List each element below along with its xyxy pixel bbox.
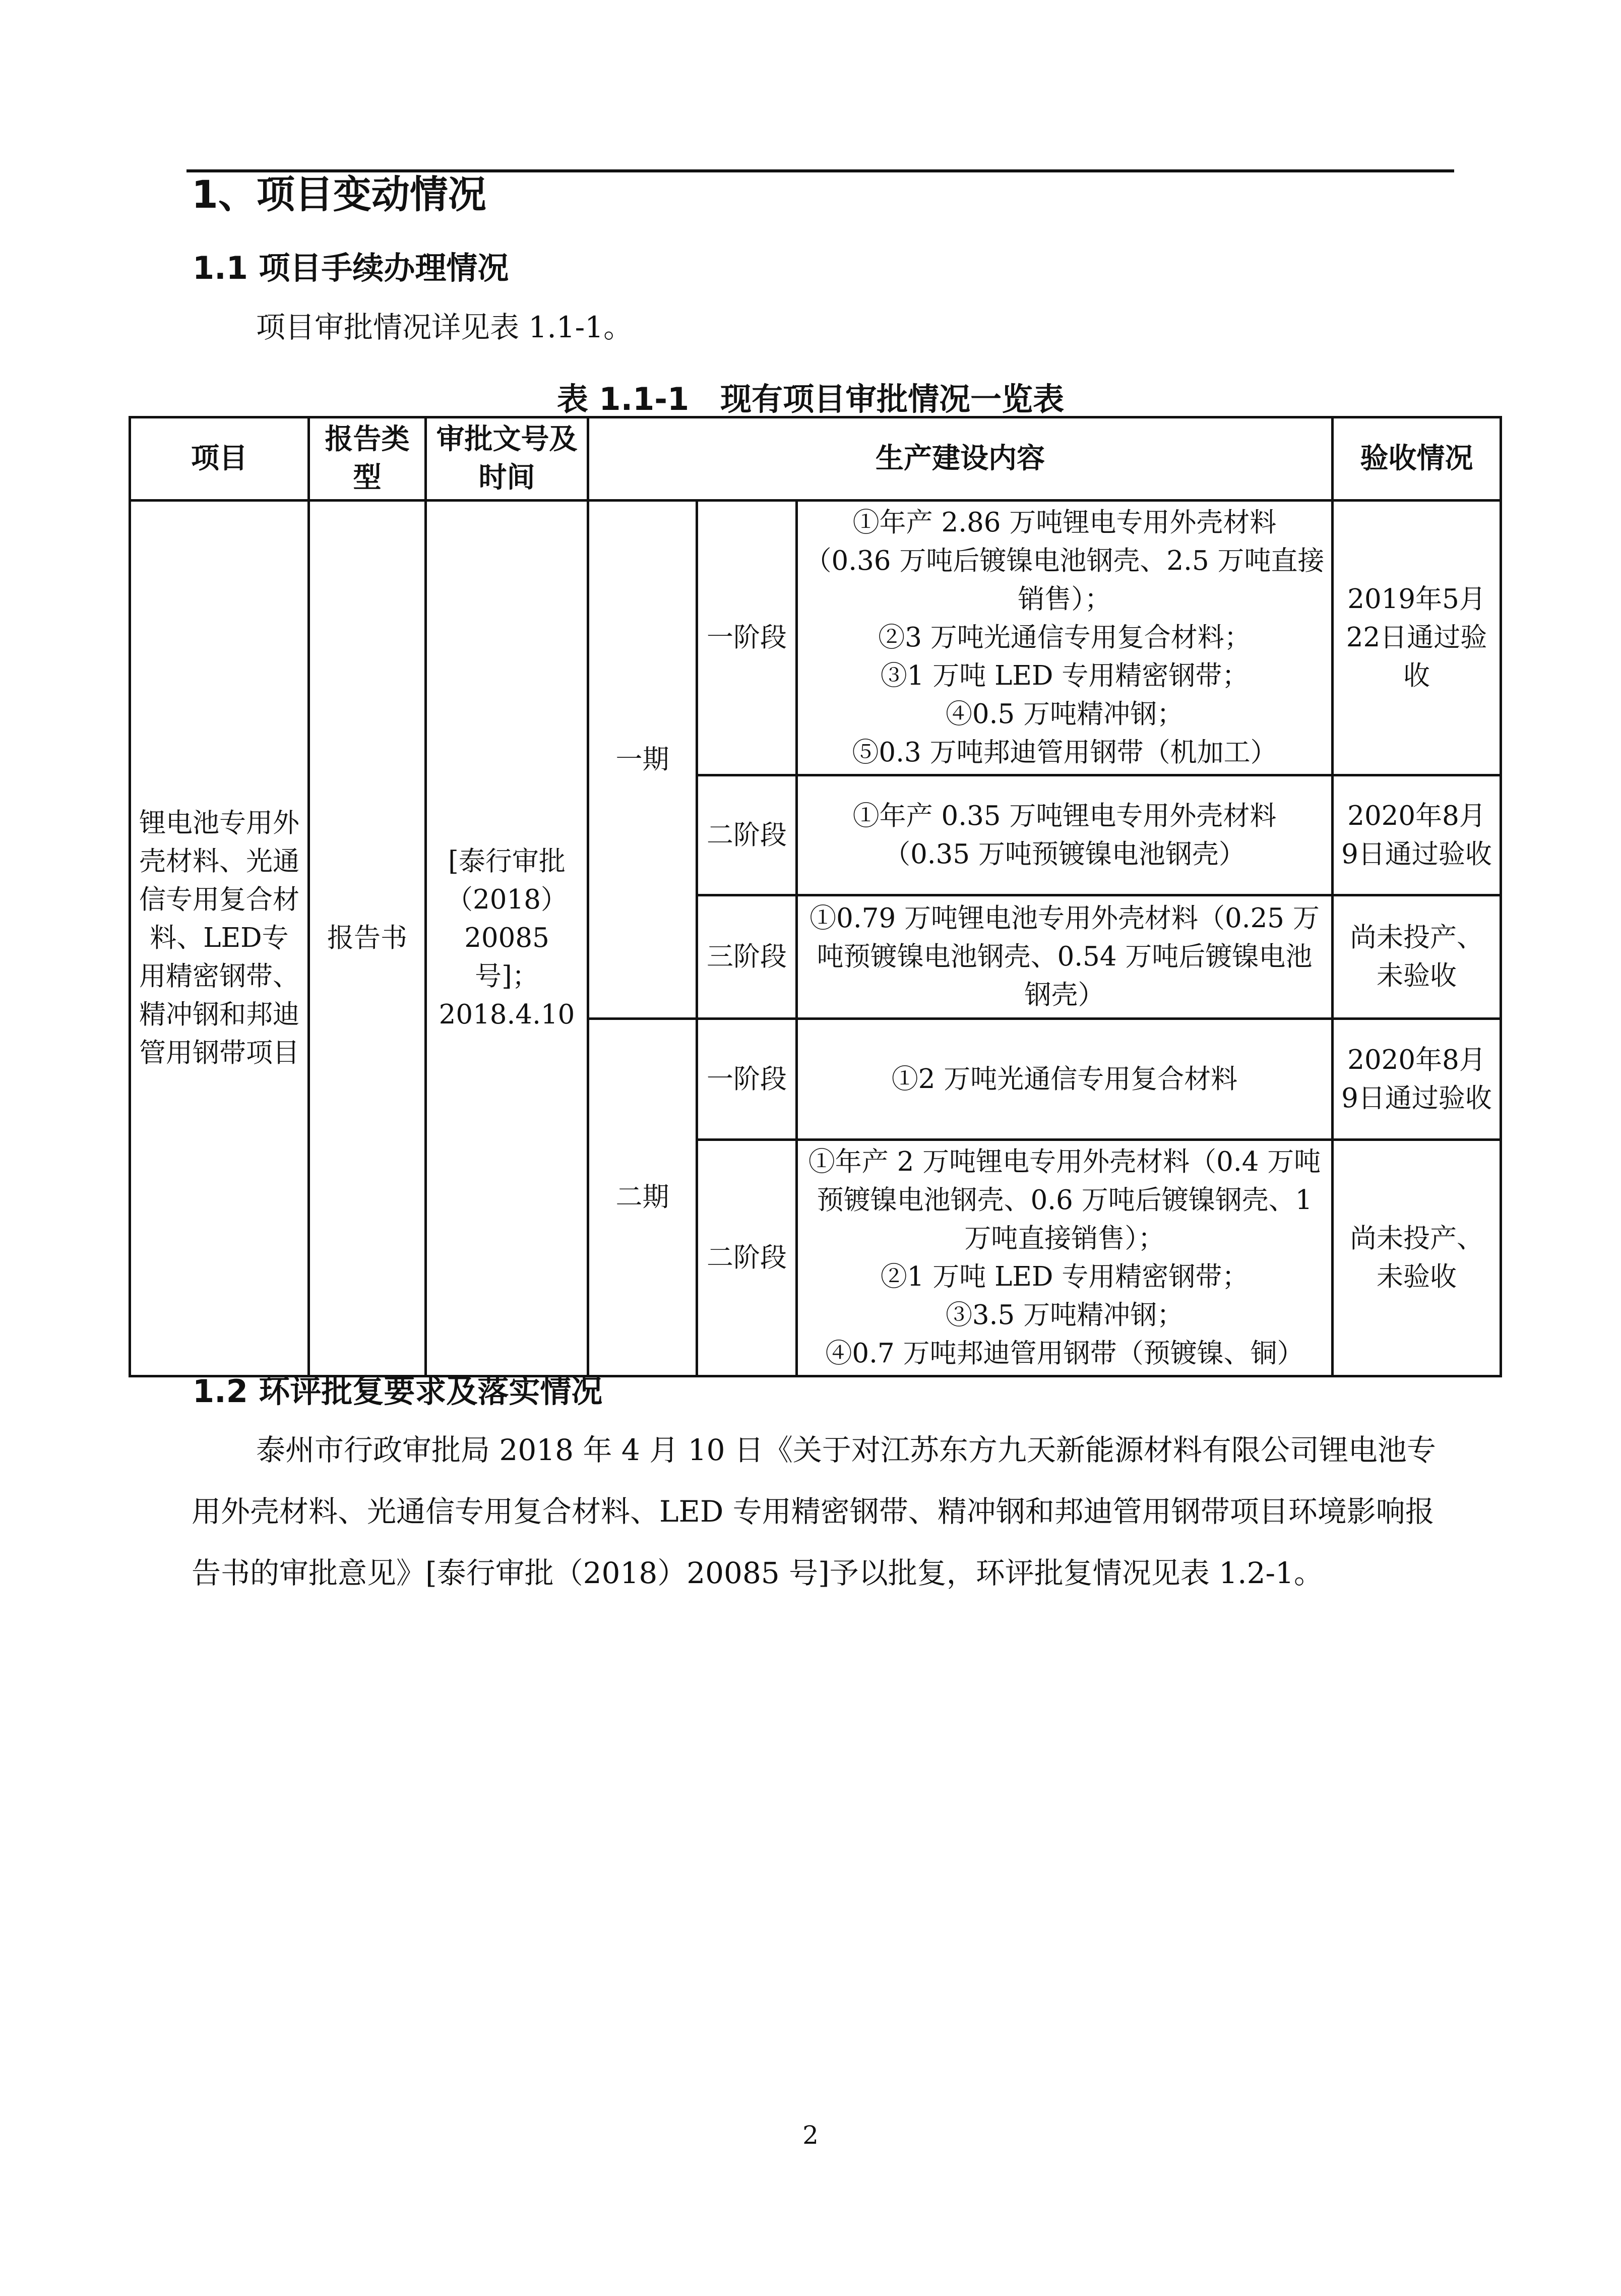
content-line: ④0.5 万吨精冲钢； <box>945 699 1184 730</box>
stage-cell: 一阶段 <box>697 1019 797 1140</box>
content-line: ⑤0.3 万吨邦迪管用钢带（机加工） <box>852 737 1277 768</box>
acceptance-cell: 2019年5月22日通过验收 <box>1333 501 1501 775</box>
content-cell <box>797 895 1333 1019</box>
content-line: ①年产 2 万吨锂电专用外壳材料（0.4 万吨预镀镍电池钢壳、0.6 万吨后镀镍钢壳、1 万吨直接销售）； <box>808 1146 1321 1254</box>
stage-cell: 二阶段 <box>697 775 797 895</box>
header-project: 项目 <box>130 417 309 501</box>
intro-text: 项目审批情况详见表 1.1-1。 <box>256 310 633 344</box>
content-line: ④0.7 万吨邦迪管用钢带（预镀镍、铜） <box>825 1338 1304 1369</box>
acceptance-cell: 尚未投产、未验收 <box>1333 1140 1501 1376</box>
acceptance-cell: 2020年8月9日通过验收 <box>1333 1019 1501 1140</box>
content-line: ①2 万吨光通信专用复合材料 <box>891 1063 1238 1095</box>
acceptance-cell: 尚未投产、未验收 <box>1333 895 1501 1019</box>
phase-2-cell: 二期 <box>588 1019 697 1376</box>
content-cell <box>797 1140 1333 1376</box>
content-line: ①年产 2.86 万吨锂电专用外壳材料 <box>852 507 1277 538</box>
content-cell <box>797 1019 1333 1140</box>
acceptance-cell: 2020年8月9日通过验收 <box>1333 775 1501 895</box>
section-heading: 1、项目变动情况 <box>192 172 486 217</box>
phase-1-cell: 一期 <box>588 501 697 1019</box>
stage-cell: 一阶段 <box>697 501 797 775</box>
content-line: ①0.79 万吨锂电池专用外壳材料（0.25 万吨预镀镍电池钢壳、0.54 万吨后镀镍电池钢壳） <box>809 903 1320 1010</box>
header-approval-no-time: 审批文号及时间 <box>426 417 588 501</box>
subsection-heading-1-2: 1.2 环评批复要求及落实情况 <box>193 1373 603 1410</box>
table-header-row <box>130 417 1501 501</box>
stage-cell: 三阶段 <box>697 895 797 1019</box>
page-number: 2 <box>802 2121 819 2150</box>
header-acceptance: 验收情况 <box>1333 417 1501 501</box>
content-cell <box>797 775 1333 895</box>
project-name-cell: 锂电池专用外壳材料、光通信专用复合材料、LED专用精密钢带、精冲钢和邦迪管用钢带项目 <box>130 501 309 1376</box>
header-report-type: 报告类型 <box>309 417 426 501</box>
subsection-heading-1-1: 1.1 项目手续办理情况 <box>193 250 509 286</box>
content-cell <box>797 501 1333 775</box>
content-line: （0.36 万吨后镀镍电池钢壳、2.5 万吨直接销售）； <box>804 546 1325 615</box>
header-construction: 生产建设内容 <box>588 417 1333 501</box>
content-line: （0.35 万吨预镀镍电池钢壳） <box>884 838 1245 870</box>
table-caption: 表 1.1-1 现有项目审批情况一览表 <box>556 381 1065 417</box>
approval-cell: [泰行审批（2018）20085 号]；2018.4.10 <box>426 501 588 1376</box>
approval-table <box>129 416 1502 1377</box>
stage-cell: 二阶段 <box>697 1140 797 1376</box>
content-line: ①年产 0.35 万吨锂电专用外壳材料 <box>852 800 1277 831</box>
content-line: ②3 万吨光通信专用复合材料； <box>878 622 1251 653</box>
content-line: ②1 万吨 LED 专用精密钢带； <box>880 1261 1249 1292</box>
table-row <box>130 501 1501 775</box>
content-line: ③3.5 万吨精冲钢； <box>945 1300 1184 1331</box>
report-type-cell: 报告书 <box>309 501 426 1376</box>
approval-paragraph: 泰州市行政审批局 2018 年 4 月 10 日《关于对江苏东方九天新能源材料有限公司锂电池专用外壳材料、光通信专用复合材料、LED 专用精密钢带、精冲钢和邦迪管用钢带项目环境影响报告书的审批意见》[泰行审批（2018）20085 号]予以批复，环评批复情况见表 1.2-1。 <box>192 1433 1436 1590</box>
content-line: ③1 万吨 LED 专用精密钢带； <box>880 660 1249 691</box>
